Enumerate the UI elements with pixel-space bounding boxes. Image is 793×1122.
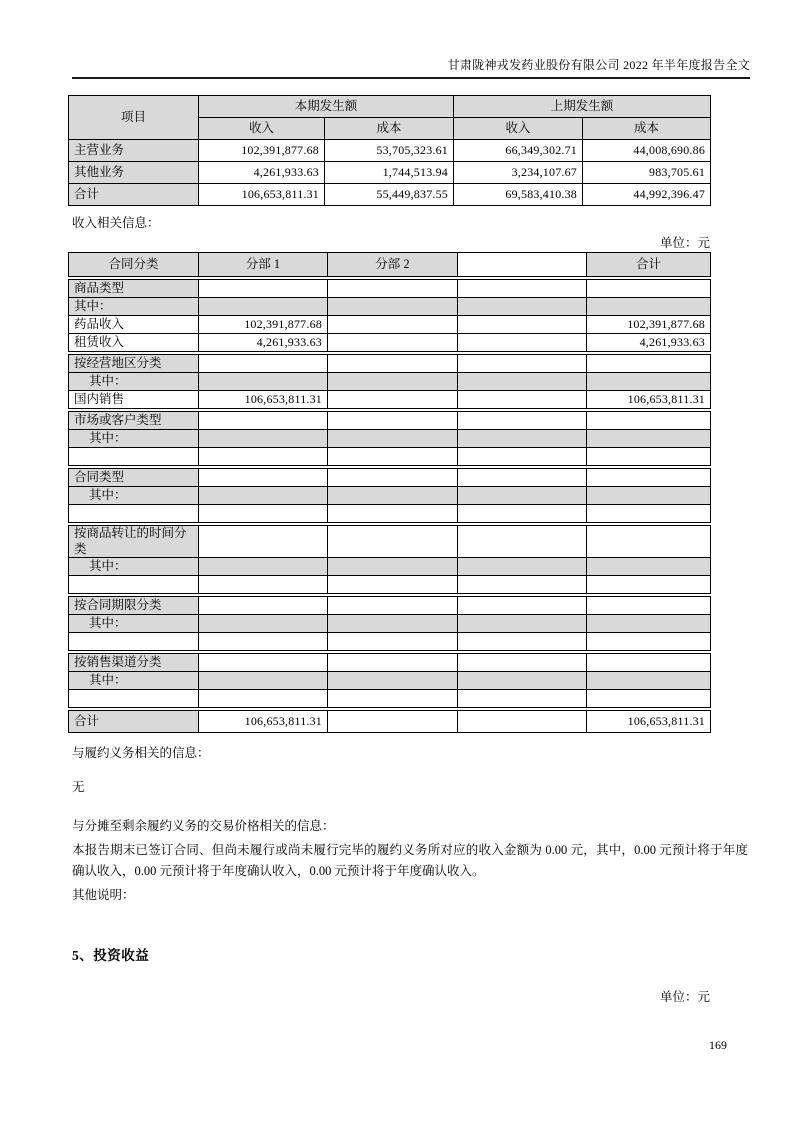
col-header-segment2: 分部 2 <box>328 253 458 277</box>
cell-empty <box>458 711 587 733</box>
cell-empty <box>199 597 328 615</box>
none-text: 无 <box>72 780 85 795</box>
category-label: 按销售渠道分类 <box>69 654 199 672</box>
subheader-row <box>69 615 711 633</box>
cell-empty <box>199 373 328 391</box>
cell-empty <box>587 298 711 316</box>
cell-empty <box>458 391 587 409</box>
cell-empty <box>587 690 711 708</box>
cell-empty <box>328 633 458 651</box>
cell-empty <box>69 690 199 708</box>
cell-empty <box>328 505 458 523</box>
row-label: 合计 <box>69 184 199 206</box>
cell-empty <box>69 576 199 594</box>
cell-empty <box>458 373 587 391</box>
cell-empty <box>328 316 458 334</box>
cell-empty <box>199 505 328 523</box>
contract-section-goods-type <box>68 279 711 352</box>
cell-empty <box>458 526 587 558</box>
allocation-price-info-label: 与分摊至剩余履约义务的交易价格相关的信息： <box>72 819 335 834</box>
col-header-prior-period: 上期发生额 <box>454 96 711 118</box>
cell-empty <box>587 355 711 373</box>
cell-empty <box>587 615 711 633</box>
cell-empty <box>69 448 199 466</box>
cell-empty <box>458 355 587 373</box>
col-header-current-period: 本期发生额 <box>199 96 454 118</box>
category-row <box>69 280 711 298</box>
unit-label: 单位：元 <box>659 236 710 250</box>
data-row-rental-income <box>69 334 711 352</box>
subheader-label: 其中： <box>69 487 199 505</box>
cell-value: 4,261,933.63 <box>199 162 325 184</box>
table-row-total <box>69 184 711 206</box>
cell-empty <box>199 469 328 487</box>
cell-value: 106,653,811.31 <box>587 711 711 733</box>
cell-empty <box>587 558 711 576</box>
subheader-row <box>69 298 711 316</box>
cell-empty <box>328 430 458 448</box>
cell-value: 106,653,811.31 <box>199 711 328 733</box>
cell-empty <box>199 615 328 633</box>
cell-empty <box>328 373 458 391</box>
cell-value: 3,234,107.67 <box>454 162 583 184</box>
cell-value: 102,391,877.68 <box>199 316 328 334</box>
contract-table-header <box>68 252 711 277</box>
category-label: 市场或客户类型 <box>69 412 199 430</box>
contract-section-sales-channel <box>68 653 711 708</box>
col-header-total: 合计 <box>587 253 711 277</box>
contract-section-region <box>68 354 711 409</box>
col-header-cost: 成本 <box>325 118 454 140</box>
category-label: 商品类型 <box>69 280 199 298</box>
cell-value: 102,391,877.68 <box>587 316 711 334</box>
cell-empty <box>587 373 711 391</box>
cell-empty <box>199 487 328 505</box>
total-row <box>69 711 711 733</box>
category-row <box>69 469 711 487</box>
cell-empty <box>458 448 587 466</box>
cell-empty <box>199 558 328 576</box>
other-note-label: 其他说明： <box>72 888 135 903</box>
cell-empty <box>587 654 711 672</box>
subheader-label: 其中： <box>69 298 199 316</box>
cell-empty <box>328 597 458 615</box>
section-heading-investment-income: 5、投资收益 <box>72 948 150 964</box>
category-row <box>69 597 711 615</box>
contract-section-contract-type <box>68 468 711 523</box>
cell-empty <box>328 711 458 733</box>
cell-empty <box>328 526 458 558</box>
category-row <box>69 654 711 672</box>
category-row <box>69 355 711 373</box>
contract-section-market-type <box>68 411 711 466</box>
cell-value: 55,449,837.55 <box>325 184 454 206</box>
subheader-row <box>69 558 711 576</box>
cell-value: 66,349,302.71 <box>454 140 583 162</box>
cell-empty <box>458 576 587 594</box>
cell-empty <box>328 487 458 505</box>
cell-empty <box>587 430 711 448</box>
row-label: 租赁收入 <box>69 334 199 352</box>
category-label: 按商品转让的时间分类 <box>69 526 199 558</box>
cell-empty <box>328 654 458 672</box>
cell-empty <box>458 280 587 298</box>
subheader-label: 其中： <box>69 615 199 633</box>
row-label: 国内销售 <box>69 391 199 409</box>
cell-value: 44,008,690.86 <box>583 140 711 162</box>
subheader-row <box>69 672 711 690</box>
cell-empty <box>199 412 328 430</box>
subheader-row <box>69 373 711 391</box>
col-header-cost: 成本 <box>583 118 711 140</box>
contract-section-transfer-time <box>68 525 711 594</box>
cell-empty <box>328 448 458 466</box>
cell-empty <box>328 469 458 487</box>
cell-empty <box>587 448 711 466</box>
cell-empty <box>328 412 458 430</box>
cell-empty <box>328 690 458 708</box>
row-label: 主营业务 <box>69 140 199 162</box>
cell-value: 1,744,513.94 <box>325 162 454 184</box>
cell-empty <box>458 690 587 708</box>
subheader-label: 其中： <box>69 558 199 576</box>
subheader-label: 其中： <box>69 373 199 391</box>
cell-value: 44,992,396.47 <box>583 184 711 206</box>
cell-empty <box>587 280 711 298</box>
cell-empty <box>458 633 587 651</box>
cell-empty <box>328 280 458 298</box>
cell-empty <box>458 469 587 487</box>
income-cost-table <box>68 95 711 206</box>
cell-value: 4,261,933.63 <box>199 334 328 352</box>
col-header-income: 收入 <box>454 118 583 140</box>
category-row <box>69 412 711 430</box>
cell-empty <box>199 280 328 298</box>
subheader-row <box>69 430 711 448</box>
data-row-drug-income <box>69 316 711 334</box>
cell-empty <box>587 505 711 523</box>
table-header-row <box>69 253 711 277</box>
category-row <box>69 526 711 558</box>
performance-obligation-info-label: 与履约义务相关的信息： <box>72 746 210 761</box>
revenue-info-label: 收入相关信息： <box>72 216 160 230</box>
cell-empty <box>199 355 328 373</box>
cell-empty <box>458 334 587 352</box>
cell-empty <box>587 412 711 430</box>
cell-empty <box>587 469 711 487</box>
cell-empty <box>458 672 587 690</box>
blank-row <box>69 576 711 594</box>
col-header-contract-class: 合同分类 <box>69 253 199 277</box>
cell-empty <box>458 597 587 615</box>
cell-empty <box>69 505 199 523</box>
cell-empty <box>199 448 328 466</box>
cell-empty <box>458 654 587 672</box>
category-label: 合同类型 <box>69 469 199 487</box>
cell-empty <box>458 558 587 576</box>
cell-value: 102,391,877.68 <box>199 140 325 162</box>
cell-value: 106,653,811.31 <box>199 184 325 206</box>
cell-empty <box>328 391 458 409</box>
report-title-header: 甘肃陇神戎发药业股份有限公司 2022 年半年度报告全文 <box>72 56 750 79</box>
cell-empty <box>199 672 328 690</box>
data-row-domestic-sales <box>69 391 711 409</box>
row-label: 其他业务 <box>69 162 199 184</box>
cell-empty <box>199 576 328 594</box>
cell-empty <box>199 526 328 558</box>
cell-empty <box>458 298 587 316</box>
table-header-row <box>69 96 711 118</box>
cell-value: 4,261,933.63 <box>587 334 711 352</box>
cell-empty <box>587 633 711 651</box>
cell-empty <box>328 558 458 576</box>
cell-empty <box>199 430 328 448</box>
table-row-main-business <box>69 140 711 162</box>
cell-empty <box>328 298 458 316</box>
cell-empty <box>69 633 199 651</box>
cell-empty <box>328 355 458 373</box>
blank-row <box>69 505 711 523</box>
cell-value: 69,583,410.38 <box>454 184 583 206</box>
row-label: 合计 <box>69 711 199 733</box>
cell-empty <box>458 316 587 334</box>
cell-empty <box>587 576 711 594</box>
contract-section-contract-term <box>68 596 711 651</box>
cell-value: 53,705,323.61 <box>325 140 454 162</box>
cell-empty <box>328 672 458 690</box>
cell-empty <box>458 505 587 523</box>
cell-empty <box>458 615 587 633</box>
cell-value: 106,653,811.31 <box>587 391 711 409</box>
unit-label: 单位：元 <box>659 990 710 1005</box>
cell-empty <box>199 654 328 672</box>
blank-row <box>69 633 711 651</box>
page-content <box>68 95 750 1006</box>
cell-empty <box>328 576 458 594</box>
cell-value: 983,705.61 <box>583 162 711 184</box>
subheader-label: 其中： <box>69 430 199 448</box>
col-header-segment1: 分部 1 <box>199 253 328 277</box>
col-header-item: 项目 <box>69 96 199 140</box>
cell-empty <box>328 334 458 352</box>
cell-empty <box>458 412 587 430</box>
cell-empty <box>587 526 711 558</box>
col-header-blank <box>458 253 587 277</box>
table-row-other-business <box>69 162 711 184</box>
cell-empty <box>199 690 328 708</box>
page-number: 169 <box>709 1038 727 1052</box>
cell-empty <box>199 298 328 316</box>
contract-section-total <box>68 710 711 733</box>
cell-empty <box>328 615 458 633</box>
subheader-row <box>69 487 711 505</box>
blank-row <box>69 690 711 708</box>
cell-empty <box>458 430 587 448</box>
allocation-paragraph: 本报告期末已签订合同、但尚未履行或尚未履行完毕的履约义务所对应的收入金额为 0.00 元，其中，0.00 元预计将于年度确认收入，0.00 元预计将于年度确认收入，0.00 元预计将于年度确认收入。 <box>72 843 748 879</box>
cell-empty <box>199 633 328 651</box>
col-header-income: 收入 <box>199 118 325 140</box>
category-label: 按经营地区分类 <box>69 355 199 373</box>
cell-empty <box>587 597 711 615</box>
cell-empty <box>458 487 587 505</box>
row-label: 药品收入 <box>69 316 199 334</box>
category-label: 按合同期限分类 <box>69 597 199 615</box>
blank-row <box>69 448 711 466</box>
cell-value: 106,653,811.31 <box>199 391 328 409</box>
subheader-label: 其中： <box>69 672 199 690</box>
cell-empty <box>587 672 711 690</box>
cell-empty <box>587 487 711 505</box>
